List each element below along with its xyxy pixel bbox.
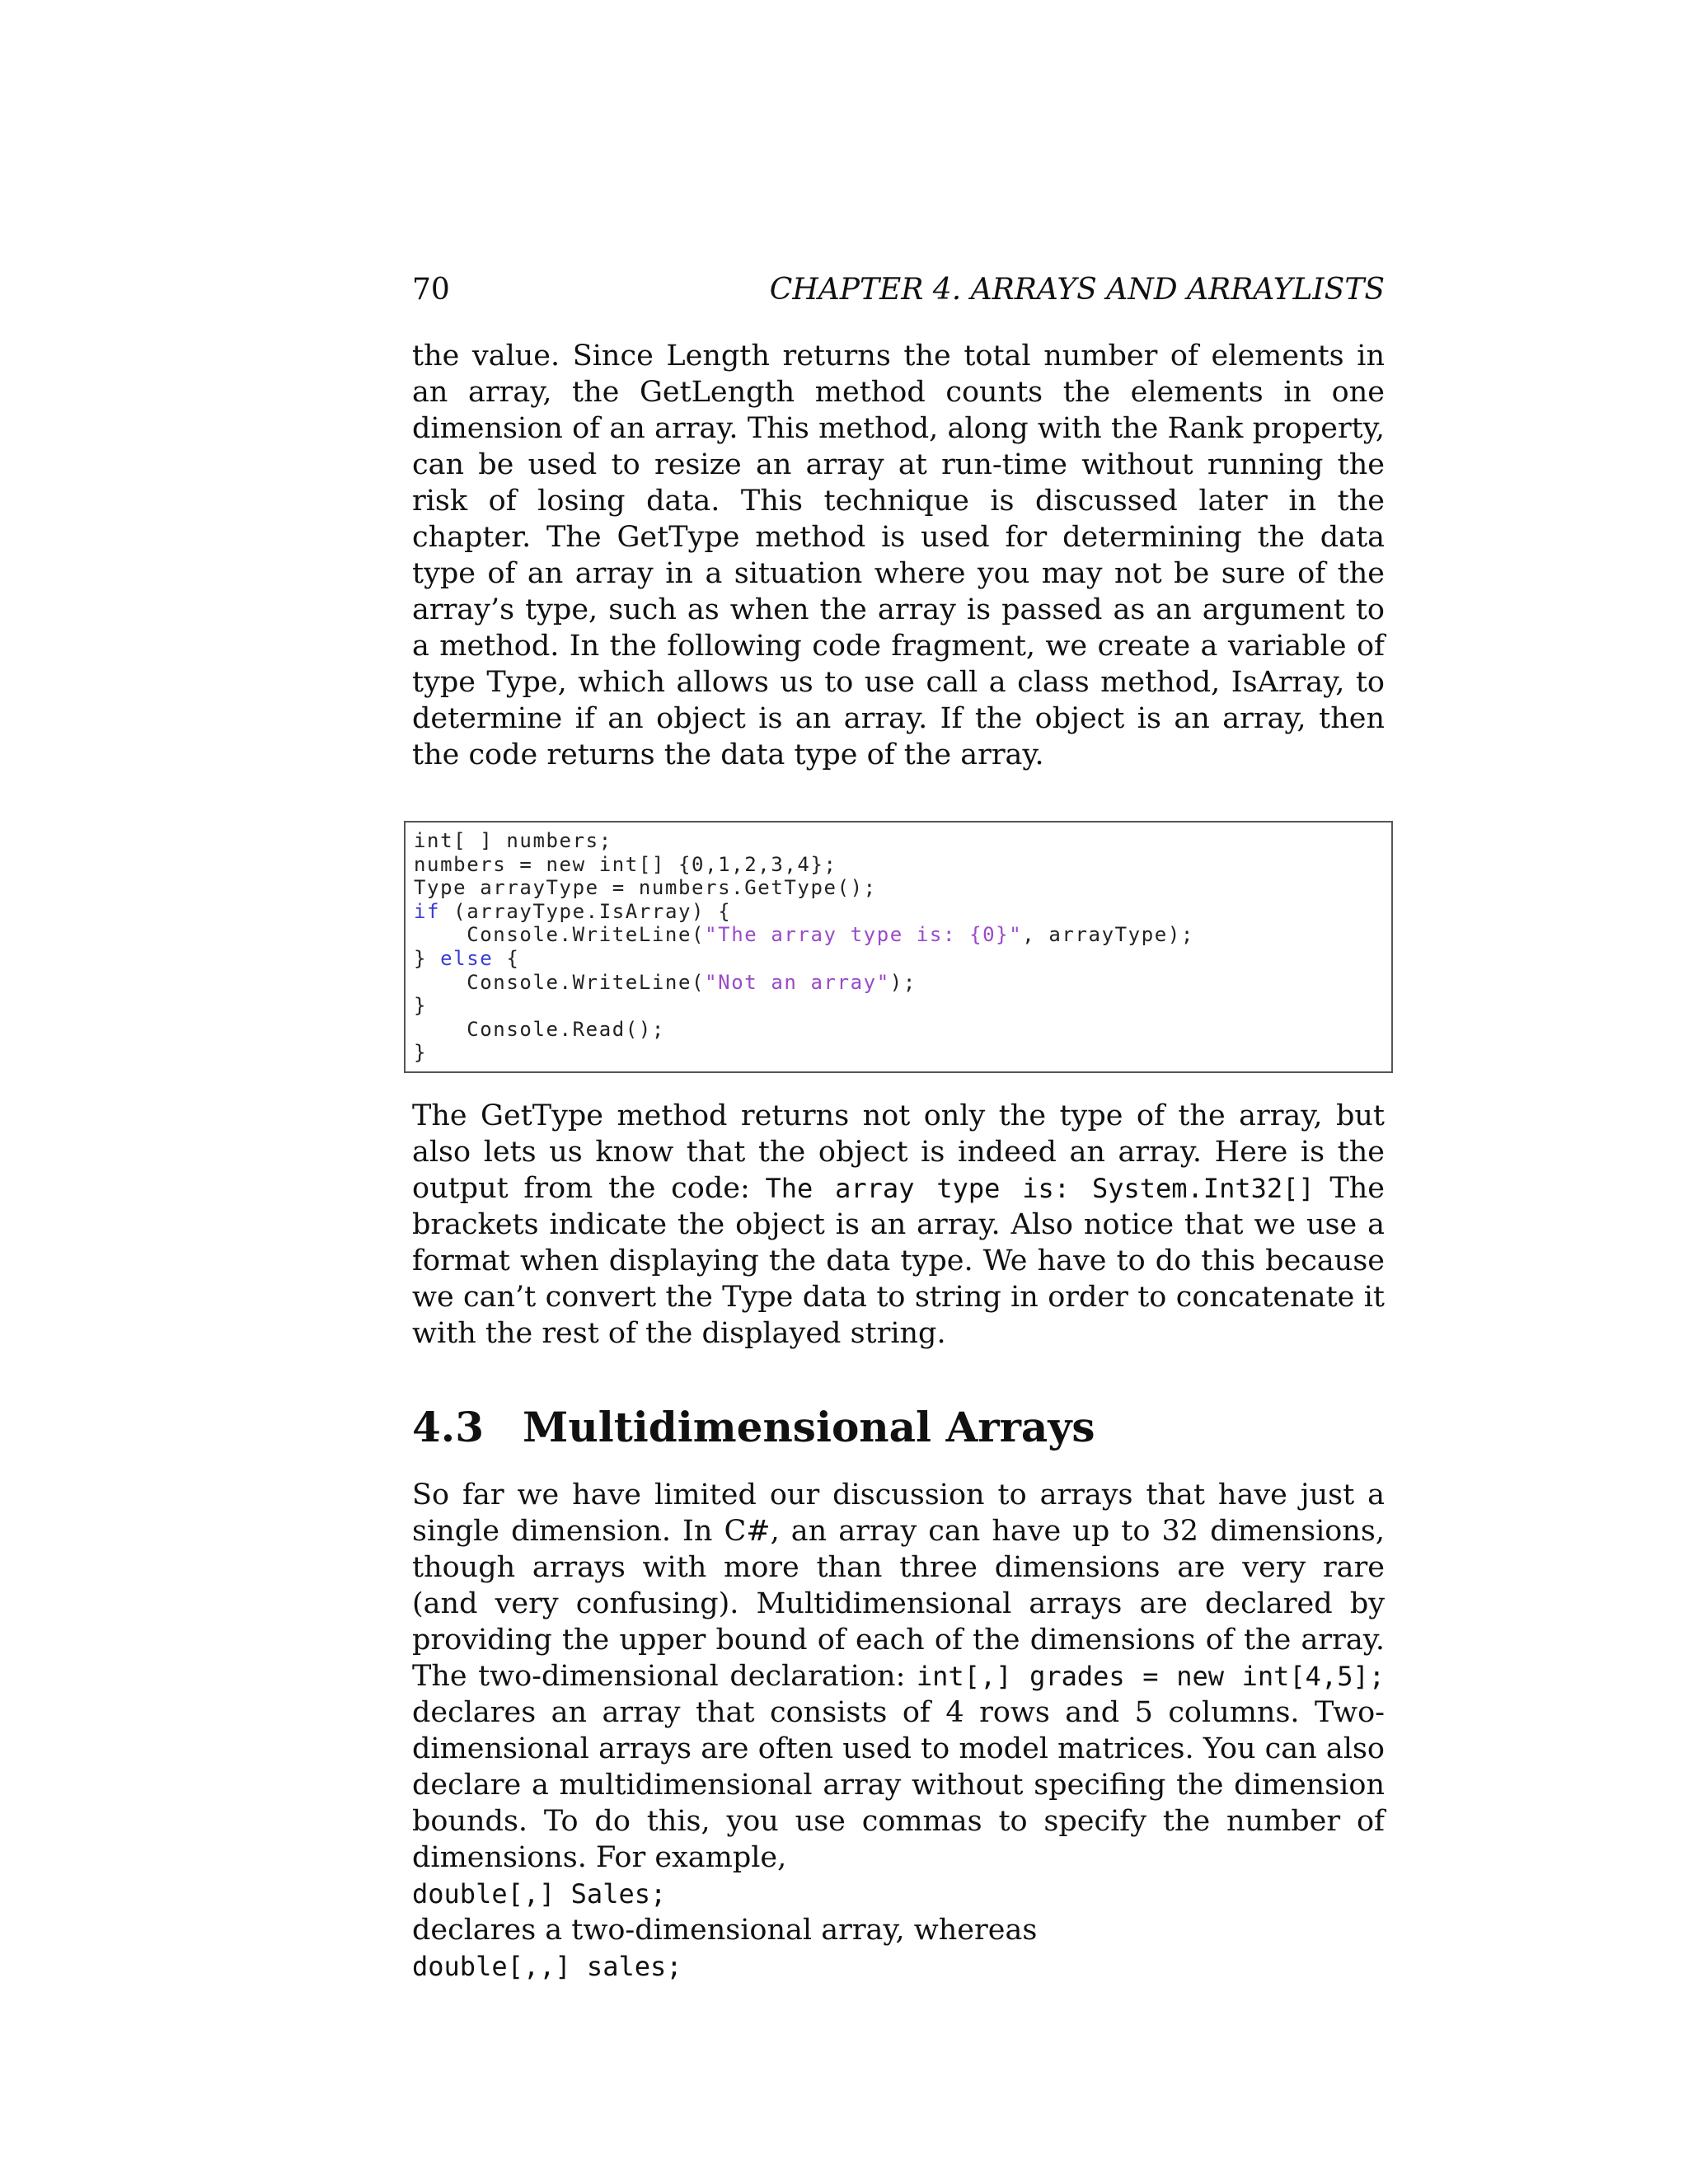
page-number: 70 [412, 273, 450, 307]
inline-code-declaration: int[,] grades = new int[4,5]; [916, 1660, 1385, 1692]
code-listing [404, 821, 1393, 1073]
code-text: Console.WriteLine( [414, 923, 706, 947]
running-header [412, 272, 1385, 308]
section-heading [412, 1403, 1385, 1452]
paragraph-text: declares a two-dimensional array, whereas [412, 1913, 1038, 1947]
code-text: , arrayType); [1022, 923, 1194, 947]
code-line [414, 947, 1383, 971]
code-line: Console.Read(); [414, 1017, 665, 1041]
page [412, 272, 1385, 1985]
paragraph-text: The brackets indicate the object is an array. Also notice that we use a format when displaying the data type. We have to do this because we can’t convert the Type data to string in order to concatenate it with the rest of the displayed string. [412, 1171, 1386, 1350]
code-line: } [414, 1041, 428, 1065]
code-string: "The array type is: {0}" [705, 923, 1023, 947]
inline-code-sales-3d: double[,,] sales; [412, 1950, 682, 1982]
code-text: (arrayType.IsArray) { [440, 899, 732, 923]
code-keyword: else [440, 946, 494, 970]
code-text: } [414, 946, 441, 970]
code-line [414, 923, 1383, 947]
code-string: "Not an array" [705, 970, 890, 994]
code-line [414, 971, 1383, 995]
inline-code-output: The array type is: System.Int32[] [765, 1172, 1315, 1204]
code-keyword: if [414, 899, 441, 923]
after-code-paragraph [412, 1098, 1385, 1352]
code-line: int[ ] numbers; [414, 829, 612, 852]
code-text: ); [889, 970, 917, 994]
paragraph-text: declares an array that consists of 4 rows and 5 columns. Two-dimensional arrays are often used to model matrices. You can also declare a multidimensional array without specifing the dimension bounds. To do this, you use commas to specify the number of dimensions. For example, [412, 1695, 1385, 1874]
multidimensional-paragraph [412, 1477, 1385, 1985]
paragraph-text: So far we have limited our discussion to arrays that have just a single dimension. In C#, an array can have up to 32 dimensions, though arrays with more than three dimensions are very rare (and very confusing). Multidimensional arrays are declared by providing the upper bound of each of the dimensions of the array. The two-dimensional declaration: [412, 1478, 1385, 1693]
section-number: 4.3 [412, 1402, 484, 1451]
code-line: Type arrayType = numbers.GetType(); [414, 876, 877, 900]
inline-code-sales-2d: double[,] Sales; [412, 1877, 667, 1910]
code-line: numbers = new int[] {0,1,2,3,4}; [414, 852, 837, 876]
code-line: } [414, 994, 428, 1018]
intro-paragraph: the value. Since Length returns the total number of elements in an array, the GetLength method counts the elements in one dimension of an array. This method, along with the Rank property, can be used to resize an array at run-time without running the risk of losing data. This technique is discussed later in the chapter. The GetType method is used for determining the data type of an array in a situation where you may not be sure of the array’s type, such as when the array is passed as an argument to a method. In the following code fragment, we create a variable of type Type, which allows us to use call a class method, IsArray, to determine if an object is an array. If the object is an array, then the code returns the data type of the array. [412, 340, 1385, 771]
section-title: Multidimensional Arrays [523, 1402, 1095, 1451]
code-text: { [493, 946, 520, 970]
chapter-title: CHAPTER 4. ARRAYS AND ARRAYLISTS [769, 273, 1385, 307]
code-line [414, 900, 1383, 924]
paragraph-text: The GetType method returns not only the type of the array, but also lets us know that the object is indeed an array. Here is the output from the code: [412, 1099, 1385, 1205]
code-text: Console.WriteLine( [414, 970, 706, 994]
